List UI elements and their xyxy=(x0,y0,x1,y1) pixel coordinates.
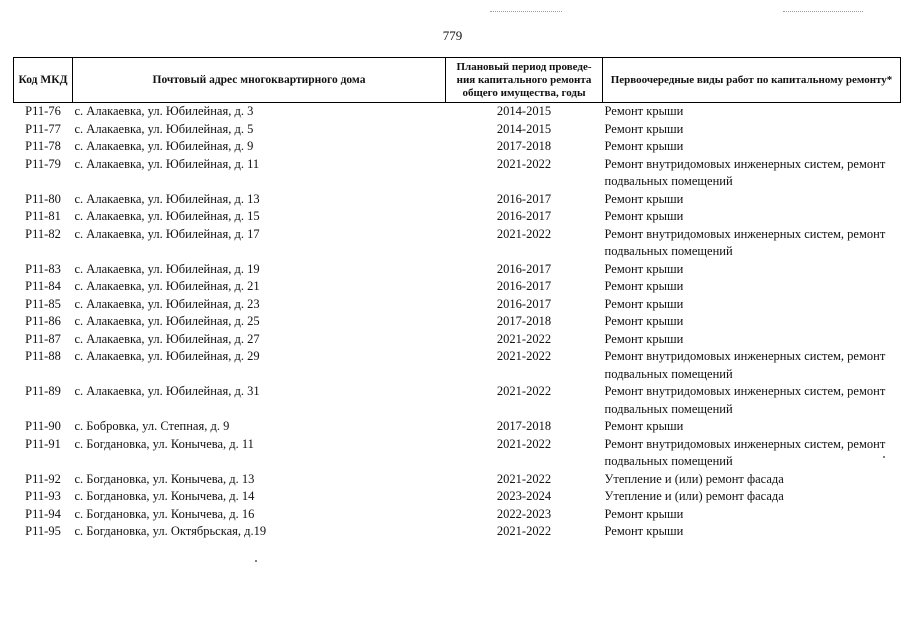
table-row xyxy=(14,436,901,471)
cell-code: Р11-92 xyxy=(25,471,61,486)
scan-artifact-line xyxy=(490,11,562,13)
cell-address: с. Богдановка, ул. Октябрьская, д.19 xyxy=(74,524,267,538)
cell-code: Р11-81 xyxy=(25,209,61,223)
cell-address: с. Алакаевка, ул. Юбилейная, д. 19 xyxy=(74,261,260,276)
cell-period: 2023-2024 xyxy=(496,489,552,503)
cell-address: с. Алакаевка, ул. Юбилейная, д. 5 xyxy=(74,121,254,136)
cell-code: Р11-82 xyxy=(25,226,61,241)
cell-works: Ремонт внутридомовых инженерных систем, ремонт подвальных помещений xyxy=(604,384,886,416)
table-row xyxy=(14,261,901,279)
cell-address: с. Алакаевка, ул. Юбилейная, д. 15 xyxy=(74,209,260,223)
cell-code: Р11-88 xyxy=(25,349,61,363)
table-row xyxy=(14,348,901,383)
cell-address: с. Алакаевка, ул. Юбилейная, д. 23 xyxy=(74,296,260,311)
cell-code: Р11-86 xyxy=(25,314,61,328)
table-row xyxy=(14,418,901,436)
cell-address: с. Алакаевка, ул. Юбилейная, д. 29 xyxy=(74,349,260,363)
cell-code: Р11-85 xyxy=(25,296,61,311)
cell-works: Утепление и (или) ремонт фасада xyxy=(604,489,784,503)
cell-period: 2017-2018 xyxy=(496,419,552,433)
table-row xyxy=(14,138,901,156)
cell-period: 2016-2017 xyxy=(496,191,552,206)
cell-period: 2016-2017 xyxy=(496,296,552,311)
table-row xyxy=(14,506,901,524)
cell-address: с. Алакаевка, ул. Юбилейная, д. 13 xyxy=(74,191,260,206)
header-code: Код МКД xyxy=(14,58,73,103)
cell-code: Р11-84 xyxy=(25,279,61,293)
cell-code: Р11-90 xyxy=(25,419,61,433)
page-number: 779 xyxy=(442,28,463,43)
cell-code: Р11-78 xyxy=(25,139,61,153)
table-row xyxy=(14,156,901,191)
cell-period: 2014-2015 xyxy=(496,104,552,118)
cell-works: Ремонт крыши xyxy=(604,104,684,118)
table-row xyxy=(14,226,901,261)
table-row xyxy=(14,331,901,349)
cell-code: Р11-95 xyxy=(25,524,61,538)
table-body xyxy=(14,103,901,541)
table-row xyxy=(14,121,901,139)
cell-code: Р11-83 xyxy=(25,261,61,276)
cell-period: 2021-2022 xyxy=(496,331,552,346)
cell-works: Ремонт крыши xyxy=(604,279,684,293)
cell-address: с. Алакаевка, ул. Юбилейная, д. 25 xyxy=(74,314,260,328)
cell-code: Р11-79 xyxy=(25,156,61,171)
cell-code: Р11-77 xyxy=(25,121,61,136)
cell-address: с. Алакаевка, ул. Юбилейная, д. 21 xyxy=(74,279,260,293)
cell-address: с. Алакаевка, ул. Юбилейная, д. 27 xyxy=(74,331,260,346)
cell-works: Ремонт крыши xyxy=(604,209,684,223)
cell-period: 2017-2018 xyxy=(496,314,552,328)
cell-address: с. Богдановка, ул. Конычева, д. 11 xyxy=(74,436,254,451)
cell-works: Ремонт крыши xyxy=(604,139,684,153)
header-period: Плановый период проведе-ния капитального ремонта общего имущества, годы xyxy=(446,58,603,103)
cell-period: 2021-2022 xyxy=(496,226,552,241)
cell-period: 2021-2022 xyxy=(496,471,552,486)
cell-works: Утепление и (или) ремонт фасада xyxy=(604,471,784,486)
cell-works: Ремонт крыши xyxy=(604,261,684,276)
cell-works: Ремонт крыши xyxy=(604,121,684,136)
cell-period: 2021-2022 xyxy=(496,524,552,538)
cell-works: Ремонт крыши xyxy=(604,506,684,521)
scan-speck xyxy=(255,560,257,562)
cell-period: 2017-2018 xyxy=(496,139,552,153)
cell-works: Ремонт внутридомовых инженерных систем, ремонт подвальных помещений xyxy=(604,226,886,258)
cell-code: Р11-89 xyxy=(25,384,61,398)
cell-address: с. Алакаевка, ул. Юбилейная, д. 17 xyxy=(74,226,260,241)
table-row xyxy=(14,488,901,506)
cell-code: Р11-91 xyxy=(25,436,61,451)
table-row xyxy=(14,471,901,489)
table-row xyxy=(14,103,901,121)
table-row xyxy=(14,208,901,226)
cell-period: 2021-2022 xyxy=(496,384,552,398)
cell-period: 2021-2022 xyxy=(496,156,552,171)
cell-address: с. Богдановка, ул. Конычева, д. 16 xyxy=(74,506,255,521)
cell-works: Ремонт крыши xyxy=(604,419,684,433)
cell-period: 2016-2017 xyxy=(496,209,552,223)
cell-period: 2021-2022 xyxy=(496,349,552,363)
cell-works: Ремонт крыши xyxy=(604,524,684,538)
header-works: Первоочередные виды работ по капитальному ремонту* xyxy=(603,58,901,103)
cell-address: с. Богдановка, ул. Конычева, д. 14 xyxy=(74,489,255,503)
cell-period: 2014-2015 xyxy=(496,121,552,136)
cell-address: с. Алакаевка, ул. Юбилейная, д. 11 xyxy=(74,156,260,171)
cell-code: Р11-76 xyxy=(25,104,61,118)
cell-code: Р11-93 xyxy=(25,489,61,503)
scan-speck xyxy=(883,456,885,458)
cell-works: Ремонт крыши xyxy=(604,191,684,206)
cell-period: 2021-2022 xyxy=(496,436,552,451)
cell-period: 2016-2017 xyxy=(496,261,552,276)
cell-code: Р11-87 xyxy=(25,331,61,346)
cell-works: Ремонт внутридомовых инженерных систем, ремонт подвальных помещений xyxy=(604,436,886,468)
table-row xyxy=(14,278,901,296)
scan-artifact-line xyxy=(783,11,863,13)
table-header xyxy=(14,58,901,103)
cell-address: с. Алакаевка, ул. Юбилейная, д. 9 xyxy=(74,139,254,153)
table-row xyxy=(14,383,901,418)
cell-period: 2016-2017 xyxy=(496,279,552,293)
table-row xyxy=(14,313,901,331)
cell-works: Ремонт крыши xyxy=(604,314,684,328)
cell-code: Р11-94 xyxy=(25,506,61,521)
table-row xyxy=(14,191,901,209)
table-row xyxy=(14,523,901,541)
header-address: Почтовый адрес многоквартирного дома xyxy=(73,58,446,103)
cell-works: Ремонт внутридомовых инженерных систем, ремонт подвальных помещений xyxy=(604,349,886,381)
table-row xyxy=(14,296,901,314)
capital-repair-table xyxy=(13,57,901,541)
cell-address: с. Богдановка, ул. Конычева, д. 13 xyxy=(74,471,255,486)
cell-period: 2022-2023 xyxy=(496,506,552,521)
cell-address: с. Алакаевка, ул. Юбилейная, д. 3 xyxy=(74,104,254,118)
cell-code: Р11-80 xyxy=(25,191,61,206)
cell-works: Ремонт внутридомовых инженерных систем, ремонт подвальных помещений xyxy=(604,156,886,188)
cell-address: с. Алакаевка, ул. Юбилейная, д. 31 xyxy=(74,384,260,398)
cell-works: Ремонт крыши xyxy=(604,331,684,346)
cell-address: с. Бобровка, ул. Степная, д. 9 xyxy=(74,419,230,433)
cell-works: Ремонт крыши xyxy=(604,296,684,311)
